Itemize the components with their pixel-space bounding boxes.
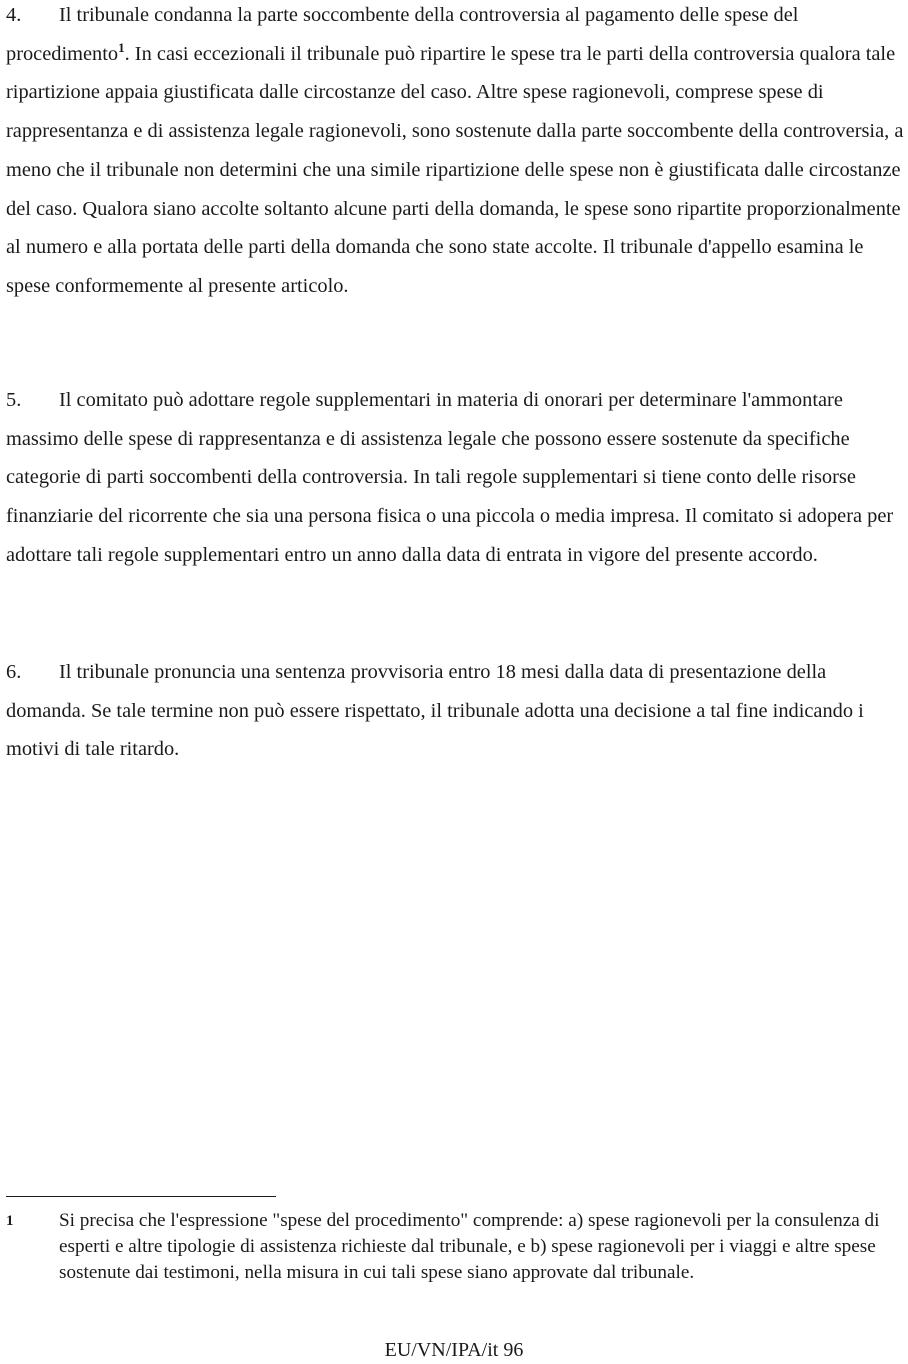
paragraph-text-continued: . In casi eccezionali il tribunale può ripartire le spese tra le parti della controversia qualora tale ripartizione appaia giustificata dalle circostanze del caso. Altre spese ragionevoli, comprese spese di rappresentanza e di assistenza legale ragionevoli, sono sostenute dalla parte soccombente della controversia, a meno che il tribunale non determini che una simile ripartizione delle spese non è giustificata dalle circostanze del caso. Qualora siano accolte soltanto alcune parti della domanda, le spese sono ripartite proporzionalmente al numero e alla portata delle parti della domanda che sono state accolte. Il tribunale d'appello esamina le spese conformemente al presente articolo. bbox=[6, 42, 904, 297]
paragraph-number: 5. bbox=[6, 389, 22, 411]
paragraph-4 bbox=[6, 0, 906, 306]
footnote-mark: 1 bbox=[6, 1213, 14, 1229]
paragraph-number: 4. bbox=[6, 4, 22, 26]
paragraph-number: 6. bbox=[6, 661, 22, 683]
paragraph-5 bbox=[6, 381, 906, 575]
paragraph-6 bbox=[6, 653, 906, 769]
footnote-reference[interactable]: 1 bbox=[118, 39, 125, 55]
paragraph-text: Il tribunale condanna la parte soccombente della controversia al pagamento delle spese del procedimento bbox=[6, 4, 799, 65]
paragraph-text: Il comitato può adottare regole supplementari in materia di onorari per determinare l'ammontare massimo delle spese di rappresentanza e di assistenza legale che possono essere sostenute da specifiche categorie di parti soccombenti della controversia. In tali regole supplementari si tiene conto delle risorse finanziarie del ricorrente che sia una persona fisica o una piccola o media impresa. Il comitato si adopera per adottare tali regole supplementari entro un anno dalla data di entrata in vigore del presente accordo. bbox=[6, 389, 894, 566]
footnote-separator bbox=[6, 1196, 276, 1197]
footnote-text: Si precisa che l'espressione "spese del procedimento" comprende: a) spese ragionevoli per la consulenza di esperti e altre tipologie di assistenza richieste dal tribunale, e b) spese ragionevoli per i viaggi e altre spese sostenute dai testimoni, nella misura in cui tali spese siano approvate dal tribunale. bbox=[59, 1210, 880, 1284]
page-footer-reference: EU/VN/IPA/it 96 bbox=[384, 1339, 524, 1361]
paragraph-text: Il tribunale pronuncia una sentenza provvisoria entro 18 mesi dalla data di presentazione della domanda. Se tale termine non può essere rispettato, il tribunale adotta una decisione a tal fine indicando i motivi di tale ritardo. bbox=[6, 661, 864, 761]
footnote bbox=[6, 1208, 906, 1287]
